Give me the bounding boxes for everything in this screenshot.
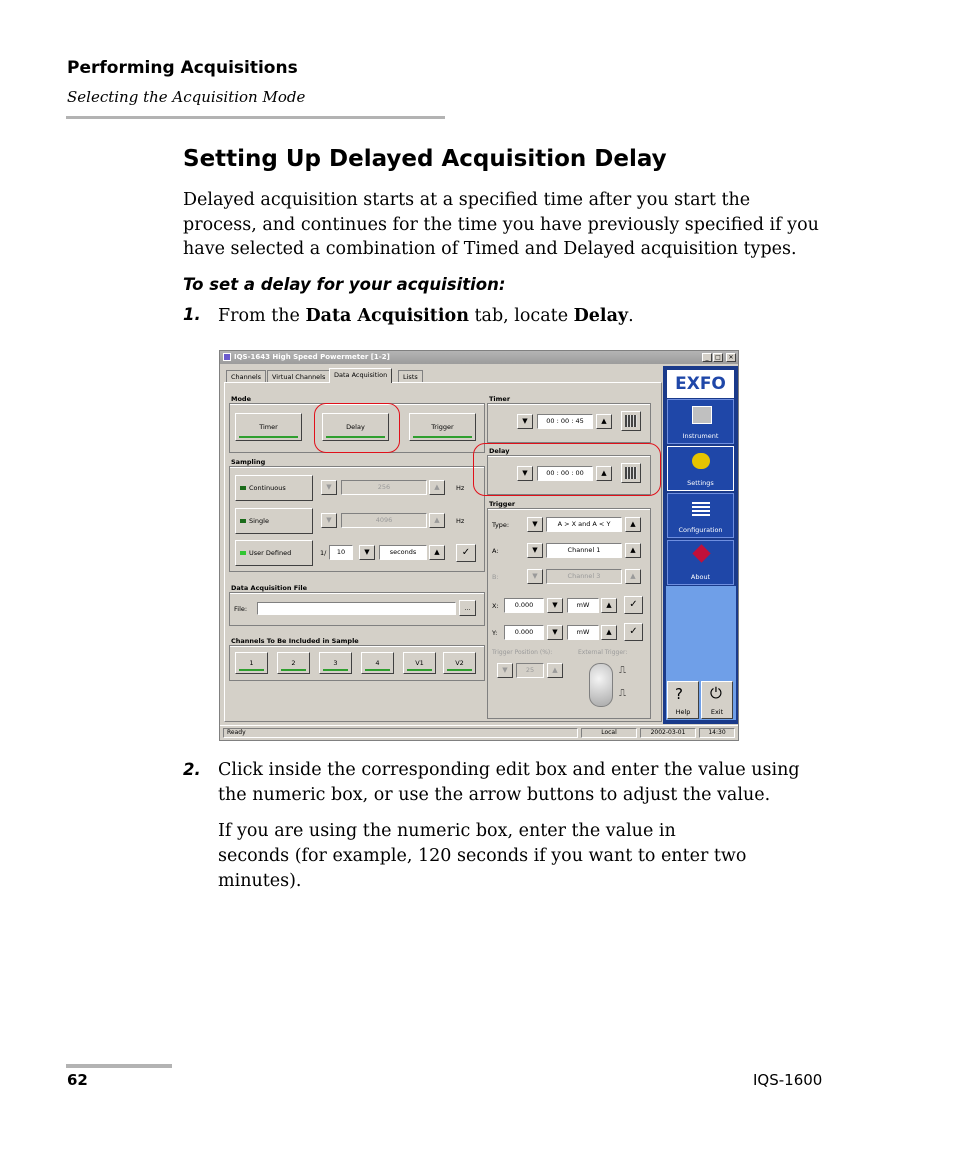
user-defined-unit-select[interactable]: seconds [379, 545, 427, 560]
rising-edge-icon: ⎍ [619, 665, 626, 676]
running-header-subtitle: Selecting the Acquisition Mode [67, 88, 306, 106]
user-defined-button[interactable] [235, 540, 313, 566]
trigger-position-up[interactable]: ▲ [547, 663, 563, 678]
maximize-button[interactable]: □ [713, 353, 723, 362]
step-2-text: Click inside the corresponding edit box and enter the value using the numeric box, or use the arrow buttons to adjust the value. [218, 760, 800, 805]
step-1-number: 1. [183, 305, 201, 324]
external-trigger-label: External Trigger: [578, 649, 628, 656]
delay-button-highlight [314, 403, 400, 453]
delay-up-button[interactable]: ▲ [596, 466, 612, 481]
tab-data-acquisition[interactable]: Data Acquisition [329, 368, 392, 383]
delay-button-label: Delay [346, 423, 365, 431]
channel-4-indicator [365, 669, 390, 671]
trigger-type-up[interactable]: ▲ [625, 517, 641, 532]
channel-1-button[interactable] [235, 652, 268, 674]
step-1-bold-tab: Data Acquisition [305, 306, 469, 326]
header-rule [66, 116, 445, 119]
single-button[interactable] [235, 508, 313, 534]
trigger-y-check-button[interactable]: ✓ [624, 623, 643, 641]
step-1-mid: tab, locate [468, 306, 574, 326]
app-title-bar [220, 351, 738, 364]
channel-2-button[interactable] [277, 652, 310, 674]
trigger-position-down[interactable]: ▼ [497, 663, 513, 678]
sidebar-item-configuration[interactable] [667, 493, 734, 538]
trigger-a-field[interactable]: Channel 1 [546, 543, 622, 558]
trigger-type-field[interactable]: A > X and A < Y [546, 517, 622, 532]
trigger-x-field[interactable]: 0.000 [504, 598, 544, 613]
timer-button[interactable] [235, 413, 302, 441]
trigger-b-label: B: [492, 573, 499, 581]
trigger-y-up[interactable]: ▲ [601, 625, 617, 640]
keypad-icon [625, 415, 637, 427]
trigger-x-up[interactable]: ▲ [601, 598, 617, 613]
external-trigger-toggle[interactable] [589, 663, 613, 707]
sidebar-item-configuration-label: Configuration [678, 526, 723, 534]
trigger-label: Trigger [489, 500, 516, 508]
mode-label: Mode [231, 395, 251, 403]
running-header-title: Performing Acquisitions [67, 58, 298, 78]
continuous-unit: Hz [456, 484, 465, 492]
timer-down-button[interactable]: ▼ [517, 414, 533, 429]
sidebar-item-settings-label: Settings [687, 479, 714, 487]
configuration-icon [692, 500, 710, 516]
timer-keypad-button[interactable] [621, 411, 641, 431]
single-led [240, 519, 246, 523]
sidebar-item-about[interactable] [667, 540, 734, 585]
trigger-b-field[interactable]: Channel 3 [546, 569, 622, 584]
trigger-y-unit[interactable]: mW [567, 625, 599, 640]
single-label: Single [249, 517, 269, 525]
trigger-y-label: Y: [492, 629, 498, 637]
user-defined-value-field[interactable]: 10 [329, 545, 353, 560]
trigger-position-label: Trigger Position (%): [492, 649, 553, 656]
continuous-led [240, 486, 246, 490]
tab-channels[interactable]: Channels [226, 370, 266, 382]
page-number: 62 [67, 1071, 88, 1089]
close-button[interactable]: ✕ [726, 353, 736, 362]
procedure-title: To set a delay for your acquisition: [183, 275, 506, 294]
channel-v1-label: V1 [415, 659, 424, 667]
sidebar-item-instrument[interactable] [667, 399, 734, 444]
user-defined-led [240, 551, 246, 555]
step-1 [183, 305, 201, 324]
trigger-a-dropdown[interactable]: ▼ [527, 543, 543, 558]
trigger-x-unit[interactable]: mW [567, 598, 599, 613]
delay-down-button[interactable]: ▼ [517, 466, 533, 481]
sidebar-item-about-label: About [690, 573, 711, 581]
apply-check-button[interactable]: ✓ [456, 544, 476, 562]
channel-v2-button[interactable] [443, 652, 476, 674]
footer-rule [66, 1064, 172, 1068]
continuous-button[interactable] [235, 475, 313, 501]
trigger-indicator [413, 436, 472, 438]
continuous-label: Continuous [249, 484, 286, 492]
browse-button[interactable]: ... [459, 600, 476, 616]
trigger-button-label: Trigger [431, 423, 454, 431]
channel-2-label: 2 [291, 659, 296, 667]
step-2-note: If you are using the numeric box, enter the value in seconds (for example, 120 seconds if you want to enter two minutes). [218, 821, 747, 891]
trigger-b-up[interactable]: ▲ [625, 569, 641, 584]
continuous-up-button[interactable]: ▲ [429, 480, 445, 495]
trigger-y-down[interactable]: ▼ [547, 625, 563, 640]
channel-1-label: 1 [249, 659, 254, 667]
exfo-logo: EXFO [667, 370, 734, 398]
trigger-x-label: X: [492, 602, 499, 610]
delay-group-highlight [473, 443, 661, 496]
step-2-number: 2. [183, 760, 201, 779]
app-title: IQS-1643 High Speed Powermeter [1-2] [234, 353, 390, 361]
trigger-y-field[interactable]: 0.000 [504, 625, 544, 640]
step-1-pre: From the [218, 306, 306, 326]
channel-3-button[interactable] [319, 652, 352, 674]
channel-v1-indicator [407, 669, 432, 671]
delay-value-field[interactable]: 00 : 00 : 00 [537, 466, 593, 481]
trigger-a-label: A: [492, 547, 499, 555]
trigger-x-check-button[interactable]: ✓ [624, 596, 643, 614]
channel-v2-indicator [447, 669, 472, 671]
file-field-label: File: [234, 605, 248, 613]
channels-group-label: Channels To Be Included in Sample [231, 637, 359, 645]
timer-up-button[interactable]: ▲ [596, 414, 612, 429]
tab-lists[interactable]: Lists [398, 370, 423, 382]
falling-edge-icon: ⎍ [619, 688, 626, 699]
step-1-text [218, 304, 634, 329]
channel-v1-button[interactable] [403, 652, 436, 674]
channel-3-indicator [323, 669, 348, 671]
exit-button[interactable] [701, 681, 733, 719]
exit-label: Exit [710, 708, 724, 716]
channel-2-indicator [281, 669, 306, 671]
instrument-icon [692, 406, 712, 424]
app-icon [223, 353, 231, 361]
intro-paragraph: Delayed acquisition starts at a specified time after you start the process, and continues for the time you have previously specified if you have selected a combination of Timed and Delayed acquisition types. [183, 190, 819, 259]
single-rate-field[interactable]: 4096 [341, 513, 427, 528]
power-icon: ⏻ [710, 684, 722, 702]
timer-value-field[interactable]: 00 : 00 : 45 [537, 414, 593, 429]
trigger-b-dropdown[interactable]: ▼ [527, 569, 543, 584]
sampling-label: Sampling [231, 458, 266, 466]
step-2 [183, 760, 201, 779]
trigger-position-field[interactable]: 25 [516, 663, 544, 678]
channel-4-button[interactable] [361, 652, 394, 674]
continuous-down-button[interactable]: ▼ [321, 480, 337, 495]
trigger-type-dropdown[interactable]: ▼ [527, 517, 543, 532]
status-mode: Local [581, 728, 637, 738]
section-heading: Setting Up Delayed Acquisition Delay [183, 146, 667, 172]
step-1-post: . [628, 306, 634, 326]
trigger-type-label: Type: [492, 521, 510, 529]
channel-4-label: 4 [375, 659, 380, 667]
status-state: Ready [223, 728, 578, 738]
single-down-button[interactable]: ▼ [321, 513, 337, 528]
help-label: Help [675, 708, 691, 716]
help-icon: ? [675, 685, 683, 703]
tab-virtual-channels[interactable]: Virtual Channels [267, 370, 330, 382]
user-defined-up-button[interactable]: ▲ [429, 545, 445, 560]
user-defined-down-button[interactable]: ▼ [359, 545, 375, 560]
channel-3-label: 3 [333, 659, 338, 667]
sidebar-item-instrument-label: Instrument [682, 432, 719, 440]
help-button[interactable] [667, 681, 699, 719]
status-bar [220, 725, 738, 740]
trigger-a-up[interactable]: ▲ [625, 543, 641, 558]
channel-1-indicator [239, 669, 264, 671]
status-date: 2002-03-01 [640, 728, 696, 738]
footer-product: IQS-1600 [753, 1071, 823, 1089]
single-up-button[interactable]: ▲ [429, 513, 445, 528]
timer-indicator [239, 436, 298, 438]
file-path-input[interactable] [257, 602, 456, 615]
settings-icon [692, 453, 710, 469]
about-icon [692, 544, 710, 562]
channel-v2-label: V2 [455, 659, 464, 667]
app-screenshot [219, 350, 739, 741]
timer-label: Timer [489, 395, 511, 403]
timer-button-label: Timer [259, 423, 278, 431]
user-defined-label: User Defined [249, 549, 292, 557]
file-group-label: Data Acquisition File [231, 584, 308, 592]
minimize-button[interactable]: _ [702, 353, 712, 362]
single-unit: Hz [456, 517, 465, 525]
sidebar [663, 366, 738, 724]
delay-label: Delay [489, 447, 510, 455]
user-defined-prefix: 1/ [320, 549, 327, 557]
sidebar-item-settings[interactable] [667, 446, 734, 491]
trigger-x-down[interactable]: ▼ [547, 598, 563, 613]
continuous-rate-field[interactable]: 256 [341, 480, 427, 495]
trigger-button[interactable] [409, 413, 476, 441]
status-time: 14:30 [699, 728, 735, 738]
step-1-bold-delay: Delay [573, 306, 629, 326]
